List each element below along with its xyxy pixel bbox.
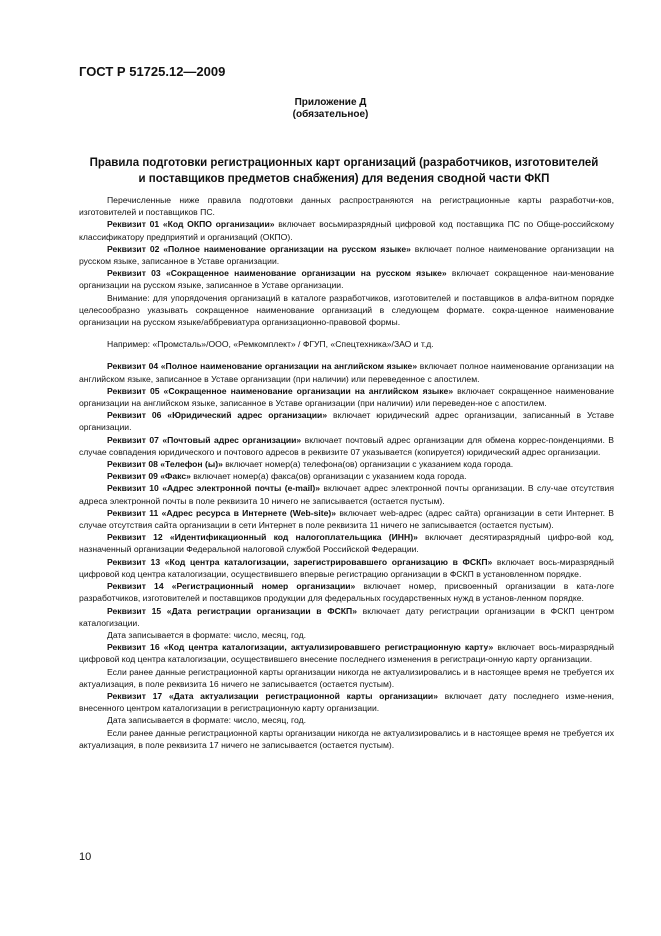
appendix-label: Приложение Д xyxy=(294,97,367,108)
paragraph: Реквизит 17 «Дата актуализации регистрационной карты организации» включает дату последнего изме-нения, внесенного центром каталогизации в регистрационную карту организации. xyxy=(79,690,614,714)
paragraph: Реквизит 07 «Почтовый адрес организации» включает почтовый адрес организации для обмена коррес-понденциями. В случае совпадения юридического и почтового адресов в реквизите 07 указывается (копируется) юридический адрес организации. xyxy=(79,434,614,457)
appendix-heading xyxy=(0,97,661,121)
paragraph: Реквизит 05 «Сокращенное наименование организации на английском языке» включает сокращенное наименование организации на английском языке, записанное в Уставе организации (при наличии) или переведен-ное с апостилем. xyxy=(79,385,614,409)
section-title-line-2: и поставщиков предметов снабжения) для ведения сводной части ФКП xyxy=(138,173,550,185)
paragraph: Дата записывается в формате: число, месяц, год. xyxy=(107,715,306,726)
document-header: ГОСТ Р 51725.12—2009 xyxy=(79,64,226,79)
paragraph: Если ранее данные регистрационной карты организации никогда не актуализировались и в настоящее время не требуется их актуализация, в поле реквизита 16 ничего не записывается (остается пустым). xyxy=(79,666,614,689)
paragraph: Перечисленные ниже правила подготовки данных распространяются на регистрационные карты разработчи-ков, изготовителей и поставщиков ПС. xyxy=(79,195,614,218)
appendix-status: (обязательное) xyxy=(292,109,369,120)
paragraph: Реквизит 15 «Дата регистрации организации в ФСКП» включает дату регистрации организации в ФСКП центром каталогизации. xyxy=(79,605,614,628)
paragraph: Реквизит 16 «Код центра каталогизации, актуализировавшего регистрационную карту» включает вось-миразрядный цифровой код центра каталогизации, осуществившего внесение последнего изменения в регистраци-онную карту организации. xyxy=(79,642,614,665)
paragraph: Реквизит 06 «Юридический адрес организации» включает юридический адрес организации, записанный в Уставе организации. xyxy=(79,410,614,433)
section-title-line-1: Правила подготовки регистрационных карт организаций (разработчиков, изготовителей xyxy=(89,157,599,169)
paragraph: Реквизит 13 «Код центра каталогизации, зарегистрировавшего организацию в ФСКП» включает вось-миразрядный цифровой код центра каталогизации, осуществившего впервые регистрацию организации в ФСКП в установленном порядке. xyxy=(79,556,614,579)
paragraph: Реквизит 01 «Код ОКПО организации» включает восьмиразрядный цифровой код поставщика ПС по Обще-российскому классификатору предприятий и организаций (ОКПО). xyxy=(79,219,614,242)
paragraph: Например: «Промсталь»/ООО, «Ремкомплект» / ФГУП, «Спецтехника»/ЗАО и т.д. xyxy=(107,339,434,350)
paragraph: Реквизит 09 «Факс» включает номер(а) факса(ов) организации с указанием кода города. xyxy=(107,471,467,482)
paragraph: Реквизит 04 «Полное наименование организации на английском языке» включает полное наименование организации на английском языке, записанное в Уставе организации (при наличии) или переведенное с апостилем. xyxy=(79,361,615,384)
page-number: 10 xyxy=(79,851,92,863)
paragraph: Внимание: для упорядочения организаций в каталоге разработчиков, изготовителей и поставщиков в алфа-витном порядке целесообразно указывать сокращенное наименование организаций в следующем формате. сокра-щенное наименование организации на русском языке/аббревиатура организационно-правовой формы. xyxy=(79,292,614,328)
paragraph: Реквизит 12 «Идентификационный код налогоплательщика (ИНН)» включает десятиразрядный цифро-вой код, назначенный организации Федеральной налоговой службой Российской Федерации. xyxy=(79,532,614,555)
paragraph: Дата записывается в формате: число, месяц, год. xyxy=(107,629,306,640)
paragraph: Реквизит 14 «Регистрационный номер организации» включает номер, присвоенный организации в ката-логе разработчиков, изготовителей и поставщиков продукции для федеральных государственных нужд в установ-ленном порядке. xyxy=(79,581,614,604)
paragraph: Реквизит 11 «Адрес ресурса в Интернете (Web-site)» включает web-адрес (адрес сайта) организации в сети Интернет. В случае отсутствия сайта организации в сети Интернет в поле реквизита 11 ничего не записывается (остается пустым). xyxy=(79,507,614,531)
paragraph: Реквизит 03 «Сокращенное наименование организации на русском языке» включает сокращенное наи-менование организации на русском языке, записанное в Уставе организации. xyxy=(79,268,614,291)
section-title xyxy=(79,155,609,187)
paragraph: Реквизит 02 «Полное наименование организации на русском языке» включает полное наименование организации на русском языке, записанное в Уставе организации. xyxy=(79,243,615,267)
paragraph: Если ранее данные регистрационной карты организации никогда не актуализировались и в настоящее время не требуется их актуализация, в поле реквизита 17 ничего не записывается (остается пустым). xyxy=(79,727,614,750)
paragraph: Реквизит 08 «Телефон (ы)» включает номер(а) телефона(ов) организации с указанием кода города. xyxy=(107,459,514,470)
paragraph: Реквизит 10 «Адрес электронной почты (e-mail)» включает адрес электронной почты организации. В слу-чае отсутствия адреса электронной почты в поле реквизита 10 ничего не записывается (остается пустым). xyxy=(79,483,614,506)
body-text xyxy=(79,194,614,751)
